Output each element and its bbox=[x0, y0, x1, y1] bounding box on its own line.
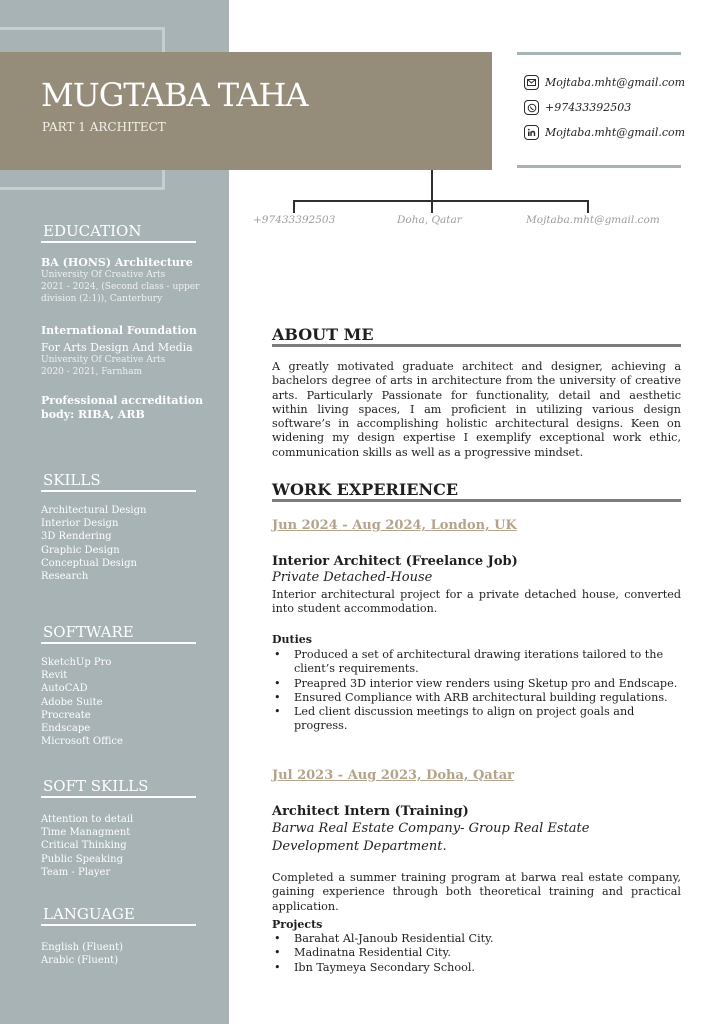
degree-title: BA (HONS) Architecture bbox=[41, 256, 193, 269]
contact-bottom-rule bbox=[517, 165, 681, 168]
list-item: Procreate bbox=[41, 709, 91, 721]
degree-university: University Of Creative Arts bbox=[41, 270, 166, 280]
list-item: Conceptual Design bbox=[41, 557, 137, 569]
list-item: Interior Design bbox=[41, 518, 119, 530]
contact-linkedin[interactable] bbox=[524, 125, 685, 140]
soft-skills-rule bbox=[41, 796, 196, 798]
foundation-years: 2020 - 2021, Farnham bbox=[41, 367, 143, 377]
accreditation-line-2: body: RIBA, ARB bbox=[41, 408, 145, 421]
foundation-university: University Of Creative Arts bbox=[41, 355, 166, 365]
job1-date: Jun 2024 - Aug 2024, London, UK bbox=[272, 518, 517, 533]
work-rule bbox=[272, 499, 681, 502]
candidate-name: MUGTABA TAHA bbox=[41, 76, 308, 114]
software-rule bbox=[41, 642, 196, 644]
skills-heading: SKILLS bbox=[43, 471, 101, 489]
degree-years: 2021 - 2024, (Second class - upper bbox=[41, 282, 200, 292]
soft-skills-heading: SOFT SKILLS bbox=[43, 777, 149, 795]
list-item: Graphic Design bbox=[41, 544, 120, 556]
candidate-title: PART 1 ARCHITECT bbox=[42, 120, 166, 134]
list-item: Revit bbox=[41, 670, 68, 682]
job2-company: Barwa Real Estate Company- Group Real Estate Development Department. bbox=[272, 821, 590, 854]
tree-label-location: Doha, Qatar bbox=[397, 214, 462, 226]
contact-phone[interactable] bbox=[524, 100, 631, 115]
contact-email-text[interactable]: Mojtaba.mht@gmail.com bbox=[545, 76, 686, 89]
list-item: • Barahat Al-Janoub Residential City. bbox=[272, 932, 681, 946]
list-item: • Led client discussion meetings to align on project goals and progress. bbox=[272, 705, 681, 734]
list-item: Critical Thinking bbox=[41, 840, 127, 852]
job1-description: Interior architectural project for a private detached house, converted into student accommodation. bbox=[272, 588, 681, 616]
work-heading: WORK EXPERIENCE bbox=[272, 480, 459, 499]
list-item: Architectural Design bbox=[41, 505, 147, 516]
accreditation-line-1: Professional accreditation bbox=[41, 394, 204, 407]
software-heading: SOFTWARE bbox=[43, 623, 134, 641]
list-item: • Ensured Compliance with ARB architectural building regulations. bbox=[272, 691, 681, 705]
job1-duties-label: Duties bbox=[272, 633, 312, 646]
contact-linkedin-text[interactable]: Mojtaba.mht@gmail.com bbox=[545, 126, 686, 139]
list-item: 3D Rendering bbox=[41, 531, 112, 543]
education-heading: EDUCATION bbox=[43, 222, 142, 240]
list-item: • Madinatna Residential City. bbox=[272, 946, 681, 960]
skills-rule bbox=[41, 490, 196, 492]
tree-stem bbox=[431, 170, 433, 201]
job2-projects-list bbox=[272, 932, 681, 975]
list-item: Attention to detail bbox=[41, 814, 134, 825]
list-item: Team - Player bbox=[41, 866, 111, 878]
job1-title: Interior Architect (Freelance Job) bbox=[272, 554, 518, 569]
soft-skills-list bbox=[41, 813, 133, 879]
list-item: Time Managment bbox=[41, 827, 131, 839]
skills-list bbox=[41, 504, 146, 583]
job2-projects-label: Projects bbox=[272, 918, 323, 931]
tree-branch-middle bbox=[431, 200, 433, 213]
list-item: AutoCAD bbox=[41, 683, 88, 695]
contact-email[interactable] bbox=[524, 75, 685, 90]
tree-label-phone: +97433392503 bbox=[253, 214, 336, 226]
list-item: Endscape bbox=[41, 723, 91, 735]
language-heading: LANGUAGE bbox=[43, 905, 135, 923]
software-list bbox=[41, 656, 123, 748]
foundation-subtitle: For Arts Design And Media bbox=[41, 341, 193, 354]
list-item: • Ibn Taymeya Secondary School. bbox=[272, 961, 681, 975]
job2-description: Completed a summer training program at barwa real estate company, gaining experience through both theoretical training and practical application. bbox=[272, 871, 681, 913]
list-item: Adobe Suite bbox=[41, 696, 103, 708]
list-item: Microsoft Office bbox=[41, 736, 123, 748]
list-item: English (Fluent) bbox=[41, 942, 124, 953]
linkedin-icon bbox=[524, 125, 539, 140]
list-item: Arabic (Fluent) bbox=[41, 955, 119, 967]
tree-branch-left bbox=[293, 200, 295, 213]
degree-location: division (2:1)), Canterbury bbox=[41, 294, 163, 304]
tree-bar bbox=[293, 200, 589, 202]
tree-label-email: Mojtaba.mht@gmail.com bbox=[526, 214, 660, 226]
list-item: • Produced a set of architectural drawing iterations tailored to the client’s requirements. bbox=[272, 648, 681, 677]
about-heading: ABOUT ME bbox=[272, 325, 374, 344]
contact-top-rule bbox=[517, 52, 681, 55]
education-rule bbox=[41, 241, 196, 243]
foundation-title: International Foundation bbox=[41, 324, 197, 337]
job2-date: Jul 2023 - Aug 2023, Doha, Qatar bbox=[272, 768, 514, 783]
list-item: Public Speaking bbox=[41, 853, 123, 865]
list-item: • Preapred 3D interior view renders using Sketup pro and Endscape. bbox=[272, 677, 681, 691]
about-text: A greatly motivated graduate architect and designer, achieving a bachelors degree of arts in architecture from the university of creative arts. Particularly Passionate for functionality, detail and aesthetic within living spaces, I am proficient in utilizing various design software’s in accomplishing holistic architectural designs. Keen on widening my design expertise I exemplify exceptional work ethic, communication skills as well as a progressive mindset. bbox=[272, 360, 681, 459]
job1-duties-list bbox=[272, 648, 681, 734]
job1-company: Private Detached-House bbox=[272, 570, 433, 585]
language-rule bbox=[41, 924, 196, 926]
email-icon bbox=[524, 75, 539, 90]
list-item: Research bbox=[41, 571, 89, 583]
tree-branch-right bbox=[587, 200, 589, 213]
language-list bbox=[41, 941, 123, 967]
about-rule bbox=[272, 344, 681, 347]
whatsapp-icon bbox=[524, 100, 539, 115]
list-item: SketchUp Pro bbox=[41, 657, 112, 668]
job2-title: Architect Intern (Training) bbox=[272, 804, 469, 819]
contact-phone-text[interactable]: +97433392503 bbox=[545, 101, 632, 114]
